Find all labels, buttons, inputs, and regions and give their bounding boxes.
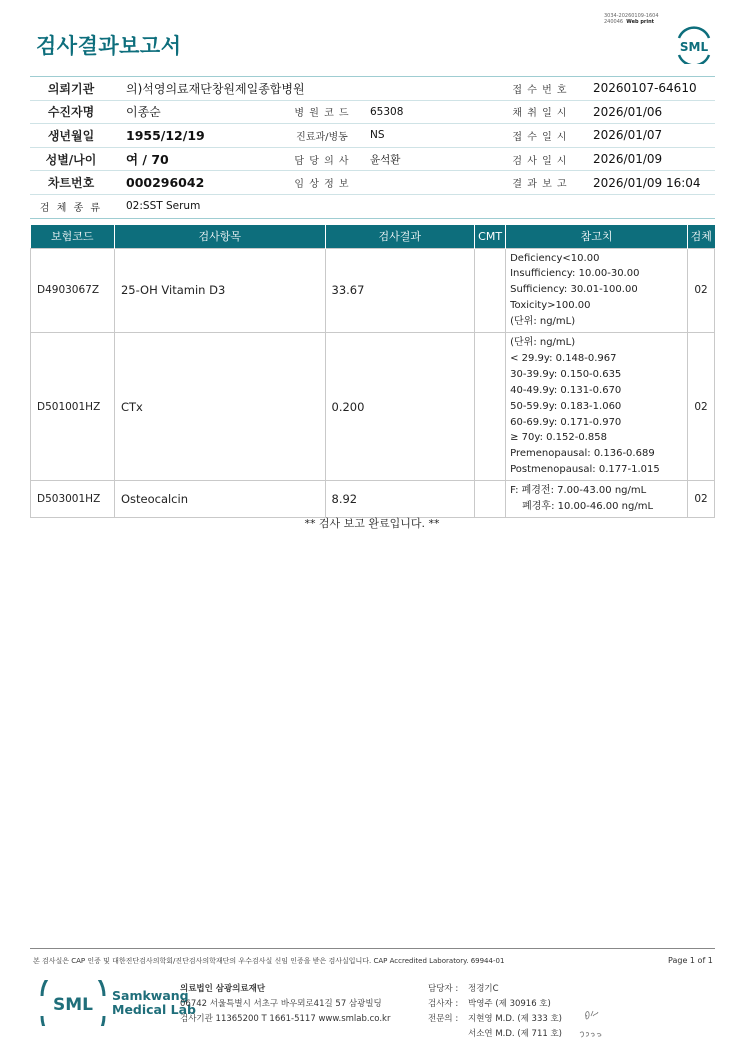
test-name: CTx <box>114 333 325 481</box>
ward-code-value: 65308 <box>370 105 404 118</box>
reference-line: 폐경후: 10.00-46.00 ng/mL <box>522 501 654 513</box>
reference-range <box>506 481 688 518</box>
patient-info-block <box>30 76 715 219</box>
sml-logo-icon <box>673 24 715 64</box>
reference-line: (단위: ng/mL) <box>510 337 576 349</box>
info-row <box>30 195 715 219</box>
chart-no-label: 차트번호 <box>47 176 95 191</box>
receipt-no-label: 접 수 번 호 <box>512 84 568 96</box>
test-cmt <box>475 248 506 333</box>
receive-date-value: 2026/01/07 <box>593 128 663 143</box>
staff-row <box>428 982 562 997</box>
col-header-code: 보험코드 <box>31 225 115 248</box>
test-name: 25-OH Vitamin D3 <box>114 248 325 333</box>
doctor-label: 담 당 의 사 <box>294 155 350 167</box>
sml-badge-text: SML <box>679 40 709 54</box>
col-header-result: 검사결과 <box>325 225 475 248</box>
staff-name: 지현영 M.D. (제 333 호) <box>468 1014 563 1024</box>
birth-label: 생년월일 <box>47 128 95 143</box>
footer-divider <box>30 948 715 949</box>
info-row <box>30 124 715 148</box>
test-code: D503001HZ <box>31 481 115 518</box>
table-row <box>31 248 715 333</box>
test-result: 33.67 <box>325 248 475 333</box>
info-row <box>30 77 715 101</box>
reference-line: Insufficiency: 10.00-30.00 <box>510 268 640 280</box>
clinical-label: 임 상 정 보 <box>294 179 350 191</box>
col-header-cmt: CMT <box>475 225 506 248</box>
dept-label: 진료과/병동 <box>296 131 348 143</box>
results-header-row <box>31 225 715 248</box>
institution-value: 의)석영의료재단창원제일종합병원 <box>126 81 305 96</box>
staff-role: 검사자 : <box>428 999 459 1009</box>
reference-line: Postmenopausal: 0.177-1.015 <box>510 464 660 476</box>
test-code: D501001HZ <box>31 333 115 481</box>
reference-line: F: 폐경전: 7.00-43.00 ng/mL <box>510 485 647 497</box>
reference-line: Toxicity>100.00 <box>510 300 591 312</box>
staff-role <box>428 1027 468 1042</box>
reference-line: 30-39.9y: 0.150-0.635 <box>510 368 622 380</box>
patient-name-label: 수진자명 <box>47 105 95 120</box>
col-header-reference: 참고치 <box>506 225 688 248</box>
staff-row <box>428 997 562 1012</box>
chart-no-value: 000296042 <box>126 175 205 191</box>
sex-age-label: 성별/나이 <box>45 152 97 167</box>
test-code: D4903067Z <box>31 248 115 333</box>
sex-age-value: 여 / 70 <box>126 152 169 168</box>
report-date-label: 결 과 보 고 <box>512 179 568 191</box>
staff-role: 담당자 : <box>428 984 459 994</box>
receive-date-label: 접 수 일 시 <box>512 131 568 143</box>
collect-date-value: 2026/01/06 <box>593 104 663 119</box>
staff-name: 서소연 M.D. (제 711 호) <box>468 1029 563 1039</box>
results-table <box>30 225 715 518</box>
test-result: 0.200 <box>325 333 475 481</box>
test-date-label: 검 사 일 시 <box>512 155 568 167</box>
reference-line: 60-69.9y: 0.171-0.970 <box>510 416 622 428</box>
page-title: 검사결과보고서 <box>36 34 182 58</box>
test-cmt <box>475 481 506 518</box>
org-address: 06742 서울특별시 서초구 바우뫼로41길 57 삼광빌딩 <box>180 999 382 1009</box>
institution-label: 의뢰기관 <box>47 81 95 96</box>
org-contact: 검사기관 11365200 T 1661-5117 www.smlab.co.kr <box>180 1014 391 1024</box>
reference-line: ≥ 70y: 0.152-0.858 <box>510 432 607 444</box>
reference-line: Premenopausal: 0.136-0.689 <box>510 448 655 460</box>
reference-line: (단위: ng/mL) <box>510 316 576 328</box>
test-cmt <box>475 333 506 481</box>
patient-name-value: 이종순 <box>126 105 161 120</box>
test-result: 8.92 <box>325 481 475 518</box>
print-code-2: 240046 <box>604 19 624 25</box>
reference-line: < 29.9y: 0.148-0.967 <box>510 352 617 364</box>
table-row <box>31 333 715 481</box>
reference-range <box>506 333 688 481</box>
table-row <box>31 481 715 518</box>
staff-name: 박영주 (제 30916 호) <box>468 999 551 1009</box>
reference-line: 40-49.9y: 0.131-0.670 <box>510 384 622 396</box>
test-name: Osteocalcin <box>114 481 325 518</box>
print-mode: Web print <box>626 19 655 25</box>
specimen-code: 02 <box>688 481 715 518</box>
organization-info <box>180 982 390 1027</box>
receipt-no-value: 20260107-64610 <box>593 81 697 96</box>
collect-date-label: 채 취 일 시 <box>512 108 568 120</box>
info-row <box>30 101 715 125</box>
info-row <box>30 171 715 195</box>
reference-line: 50-59.9y: 0.183-1.060 <box>510 400 622 412</box>
page-number: Page 1 of 1 <box>668 956 713 965</box>
reference-range <box>506 248 688 333</box>
org-name: 의료법인 삼광의료재단 <box>180 984 266 994</box>
logo-line-1: Samkwang <box>112 988 189 1003</box>
specimen-code: 02 <box>688 248 715 333</box>
signature-image <box>578 1007 608 1041</box>
col-header-test: 검사항목 <box>114 225 325 248</box>
specimen-type-value: 02:SST Serum <box>126 200 201 213</box>
logo-mark-text: SML <box>53 995 93 1015</box>
specimen-type-label: 검 체 종 류 <box>39 202 103 214</box>
staff-list <box>428 982 562 1042</box>
col-header-specimen: 검체 <box>688 225 715 248</box>
staff-row <box>428 1027 562 1042</box>
certification-text: 본 검사실은 CAP 인증 및 대한진단검사의학회/진단검사의학재단의 우수검사실 신임 인증을 받은 검사실입니다. CAP Accredited Laboratory. 69944-01 <box>33 957 505 965</box>
ward-code-label: 병 원 코 드 <box>294 108 350 120</box>
reference-line: Sufficiency: 30.01-100.00 <box>510 284 638 296</box>
info-row <box>30 148 715 172</box>
specimen-code: 02 <box>688 333 715 481</box>
test-date-value: 2026/01/09 <box>593 152 663 167</box>
completion-note: ** 검사 보고 완료입니다. ** <box>304 517 440 530</box>
logo-line-2: Medical Lab <box>112 1002 196 1017</box>
report-date-value: 2026/01/09 16:04 <box>593 175 701 190</box>
doctor-value: 윤석환 <box>370 153 401 166</box>
staff-row <box>428 1012 562 1027</box>
dept-value: NS <box>370 129 385 142</box>
reference-line: Deficiency<10.00 <box>510 252 600 264</box>
staff-role: 전문의 : <box>428 1014 459 1024</box>
staff-name: 정경기C <box>468 984 499 994</box>
birth-value: 1955/12/19 <box>126 127 205 143</box>
print-code: 3034-20260109-1604 <box>604 13 659 19</box>
